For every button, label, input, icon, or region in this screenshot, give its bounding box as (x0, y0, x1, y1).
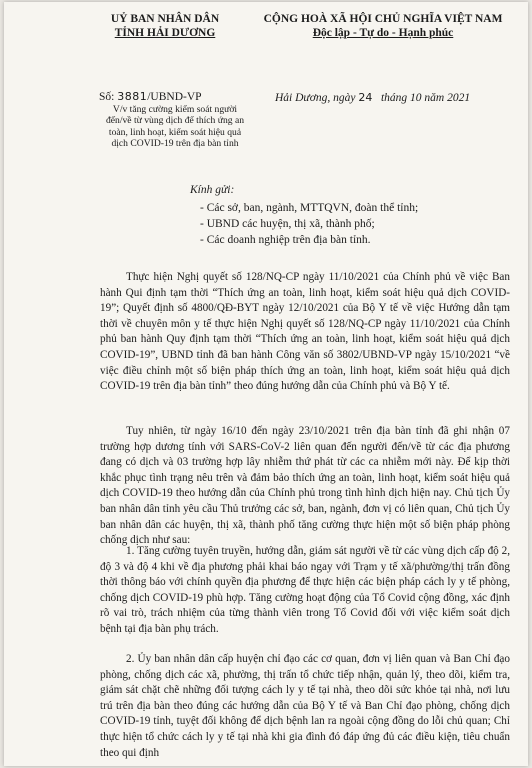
date-line (275, 91, 470, 104)
document-page (4, 2, 528, 766)
date-day: 24 (358, 91, 373, 104)
document-subject: V/v tăng cường kiểm soát người đến/về từ vùng dịch để thích ứng an toàn, linh hoạt, kiểm soát hiệu quả dịch COVID-19 trên địa bàn tỉnh (105, 104, 245, 149)
number-value: 3881 (117, 90, 148, 103)
recipient-item: - Các sở, ban, ngành, MTTQVN, đoàn thể tỉnh; (200, 202, 419, 214)
body-paragraph-3: 1. Tăng cường tuyên truyền, hướng dẫn, giám sát người về từ các vùng dịch cấp độ 2, độ 3 và độ 4 khi về địa phương phải khai báo ngay với Trạm y tế xã/phường/thị trấn đồng thời thông báo với chính quyền địa phương để thực hiện các biện pháp cách ly y tế phòng, chống dịch COVID-19 phù hợp. Tăng cường hoạt động của Tổ Covid cộng đồng, xác định rõ vai trò, trách nhiệm của từng thành viên trong Tổ Covid đối với việc kiểm soát dịch bệnh tại địa bàn phụ trách. (100, 545, 510, 635)
recipient-item: - UBND các huyện, thị xã, thành phố; (200, 218, 375, 230)
body-paragraph-1: Thực hiện Nghị quyết số 128/NQ-CP ngày 11/10/2021 của Chính phủ về việc Ban hành Qui định tạm thời “Thích ứng an toàn, linh hoạt, kiểm soát hiệu quả dịch COVID-19”; Quyết định số 4800/QĐ-BYT ngày 12/10/2021 của Bộ Y tế về việc Hướng dẫn tạm thời về chuyên môn y tế thực hiện Nghị quyết số 128/NQ-CP ngày 11/10/2021 của Chính phủ ban hành Quy định tạm thời “Thích ứng an toàn, linh hoạt, kiểm soát hiệu quả dịch COVID-19”, UBND tỉnh đã ban hành Công văn số 3802/UBND-VP ngày 15/10/2021 “về việc điều chỉnh một số biện pháp thích ứng an toàn, linh hoạt, kiểm soát hiệu quả dịch COVID-19 trên địa bàn tỉnh” theo đúng hướng dẫn của Chính phủ và Bộ Y tế. (100, 271, 510, 393)
date-place: Hải Dương, ngày (275, 92, 356, 104)
country-name: CỘNG HOÀ XÃ HỘI CHỦ NGHĨA VIỆT NAM (263, 13, 503, 25)
number-prefix: Số: (99, 91, 115, 103)
date-rest: tháng 10 năm 2021 (380, 92, 471, 104)
body-paragraph-2: Tuy nhiên, từ ngày 16/10 đến ngày 23/10/2021 trên địa bàn tỉnh đã ghi nhận 07 trường hợp dương tính với SARS-CoV-2 liên quan đến người đến/về từ các địa phương đang có dịch và 03 trường hợp lây nhiễm thứ phát từ các ca nhiễm mới này. Để kịp thời khắc phục tình trạng nêu trên và đảm bảo thích ứng an toàn, linh hoạt, kiểm soát hiệu quả dịch COVID-19 theo hướng dẫn của Chính phủ trong tình hình dịch hiện nay. Chủ tịch Ủy ban nhân dân tỉnh yêu cầu Thủ trưởng các sở, ban, ngành, đơn vị có liên quan, Chủ tịch Ủy ban nhân dân các huyện, thị xã, thành phố tăng cường thực hiện một số biện pháp phòng chống dịch như sau: (100, 425, 510, 547)
national-motto: Độc lập - Tự do - Hạnh phúc (312, 27, 454, 39)
number-suffix: /UBND-VP (147, 91, 202, 103)
body-paragraph-4: 2. Ủy ban nhân dân cấp huyện chỉ đạo các cơ quan, đơn vị liên quan và Ban Chỉ đạo phòng, chống dịch các xã, phường, thị trấn tổ chức tiếp nhận, quản lý, theo dõi, kiểm tra, giám sát chặt chẽ những đối tượng cách ly y tế tại nhà, theo dõi sức khỏe tại nhà, nơi lưu trú trên địa bàn theo đúng các hướng dẫn của Bộ Y tế và Ban Chỉ đạo phòng, chống dịch COVID-19 tỉnh, tuyệt đối không để dịch bệnh lan ra ngoài cộng đồng do lỗi chủ quan; Chỉ thực hiện tổ chức cách ly y tế tại nhà khi gia đình đó đáp ứng đủ các điều kiện, tiêu chuẩn theo qui định (100, 653, 510, 759)
agency-line-1: UỶ BAN NHÂN DÂN (110, 13, 220, 25)
document-number (99, 90, 202, 103)
agency-line-2: TỈNH HẢI DƯƠNG (114, 27, 216, 39)
recipients-label: Kính gửi: (190, 184, 235, 196)
issuing-agency (90, 12, 240, 40)
recipient-item: - Các doanh nghiệp trên địa bàn tỉnh. (200, 234, 371, 246)
national-heading (242, 12, 524, 40)
